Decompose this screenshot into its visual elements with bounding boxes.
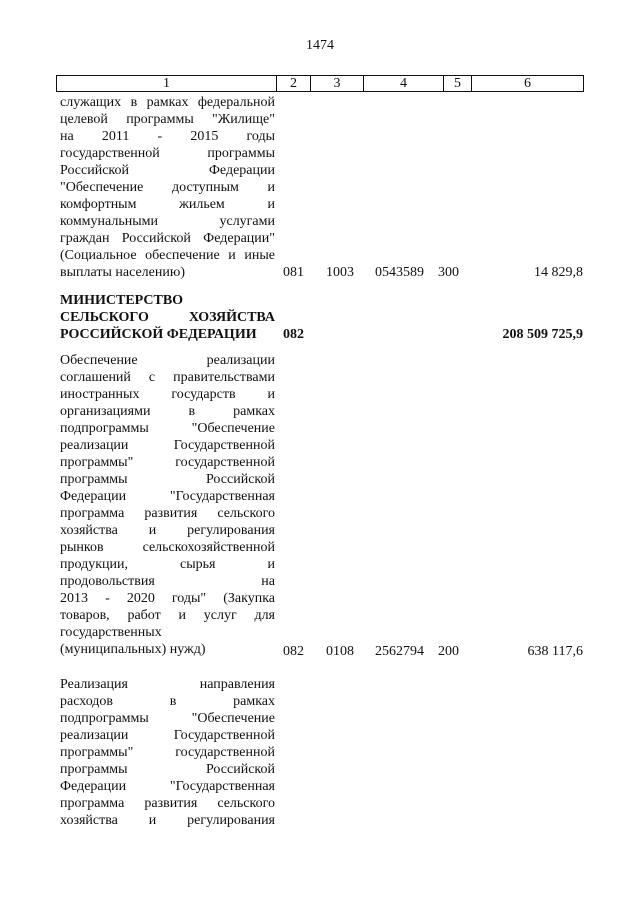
grbs-code: 082 — [283, 327, 304, 342]
description-line: расходов в рамках — [60, 694, 275, 709]
description-line: выплаты населению) — [60, 265, 185, 280]
row-description-housing-program — [60, 94, 275, 281]
column-header-3: 3 — [311, 76, 364, 91]
section-code: 0108 — [326, 644, 354, 659]
description-line: программы Российской — [60, 472, 275, 487]
description-line: 2013 - 2020 годы" (Закупка — [60, 591, 275, 606]
description-line: реализации Государственной — [60, 728, 275, 743]
description-line: программы" государственной — [60, 455, 275, 470]
ministry-heading-line: РОССИЙСКОЙ ФЕДЕРАЦИИ — [60, 327, 257, 342]
expense-type-code: 300 — [438, 265, 459, 280]
amount-value: 638 117,6 — [527, 644, 583, 659]
description-line: программы" государственной — [60, 745, 275, 760]
description-line: Российской Федерации — [60, 163, 275, 178]
grbs-code: 082 — [283, 644, 304, 659]
description-line: товаров, работ и услуг для — [60, 608, 275, 623]
description-line: Федерации "Государственная — [60, 489, 275, 504]
description-line: подпрограммы "Обеспечение — [60, 421, 275, 436]
description-line: коммунальными услугами — [60, 214, 275, 229]
page-number: 1474 — [306, 38, 334, 53]
description-line: граждан Российской Федерации" — [60, 231, 275, 246]
row-description-agreements — [60, 352, 275, 658]
ministry-heading — [60, 292, 275, 343]
grbs-code: 081 — [283, 265, 304, 280]
description-line: продовольствия на — [60, 574, 275, 589]
description-line: государственных — [60, 625, 162, 640]
column-header-5: 5 — [444, 76, 472, 91]
ministry-heading-line: СЕЛЬСКОГО ХОЗЯЙСТВА — [60, 310, 275, 325]
article-code: 2562794 — [375, 644, 424, 659]
description-line: (муниципальных) нужд) — [60, 642, 206, 657]
description-line: на 2011 - 2015 годы — [60, 129, 275, 144]
description-line: Федерации "Государственная — [60, 779, 275, 794]
description-line: комфортным жильем и — [60, 197, 275, 212]
ministry-heading-line: МИНИСТЕРСТВО — [60, 293, 184, 308]
expense-type-code: 200 — [438, 644, 459, 659]
description-line: Обеспечение реализации — [60, 353, 275, 368]
column-header-2: 2 — [277, 76, 311, 91]
description-line: хозяйства и регулирования — [60, 523, 275, 538]
section-code: 1003 — [326, 265, 354, 280]
description-line: соглашений с правительствами — [60, 370, 275, 385]
description-line: Реализация направления — [60, 677, 275, 692]
description-line: государственной программы — [60, 146, 275, 161]
column-header-4: 4 — [364, 76, 444, 91]
description-line: программа развития сельского — [60, 796, 275, 811]
description-line: рынков сельскохозяйственной — [60, 540, 275, 555]
description-line: подпрограммы "Обеспечение — [60, 711, 275, 726]
description-line: организациями в рамках — [60, 404, 275, 419]
amount-value: 14 829,8 — [534, 265, 583, 280]
article-code: 0543589 — [375, 265, 424, 280]
description-line: (Социальное обеспечение и иные — [60, 248, 275, 263]
column-header-1: 1 — [57, 76, 277, 91]
description-line: иностранных государств и — [60, 387, 275, 402]
description-line: служащих в рамках федеральной — [60, 95, 275, 110]
column-header-6: 6 — [524, 76, 531, 91]
description-line: продукции, сырья и — [60, 557, 275, 572]
table-header-row — [56, 75, 584, 92]
row-description-expense-direction — [60, 676, 275, 829]
description-line: хозяйства и регулирования — [60, 813, 275, 828]
description-line: программа развития сельского — [60, 506, 275, 521]
description-line: программы Российской — [60, 762, 275, 777]
description-line: "Обеспечение доступным и — [60, 180, 275, 195]
amount-value: 208 509 725,9 — [502, 327, 583, 342]
description-line: реализации Государственной — [60, 438, 275, 453]
description-line: целевой программы "Жилище" — [60, 112, 275, 127]
